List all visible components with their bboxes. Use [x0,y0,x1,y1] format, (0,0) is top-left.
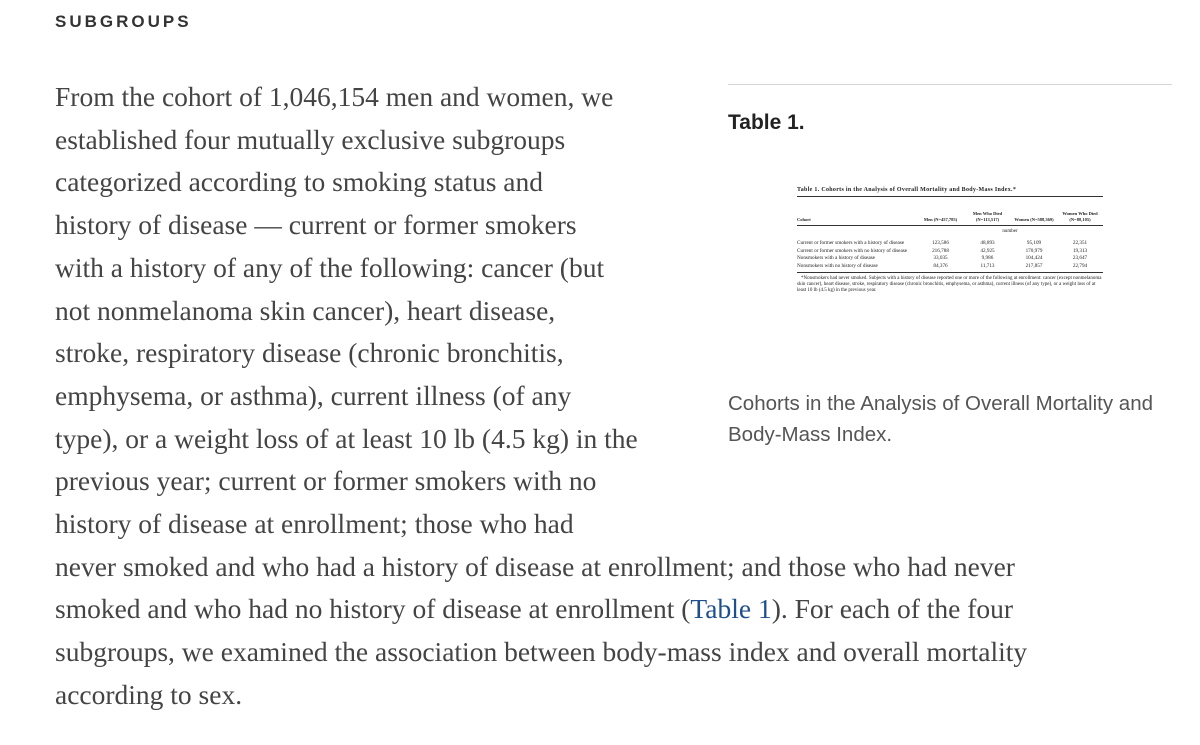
table-cell: 19,313 [1072,247,1088,254]
table-caption: Cohorts in the Analysis of Overall Mortality and Body-Mass Index. [728,392,1153,446]
table-cell: 84,376 [933,262,948,269]
table-label: Table 1. [728,111,805,134]
thumbnail-title: Table 1. Cohorts in the Analysis of Overall Mortality and Body-Mass Index.* [797,187,1103,197]
sidebar-divider [728,84,1172,85]
table-cell: Nonsmokers with no history of disease [797,262,878,269]
table-cell: 104,424 [1025,255,1043,261]
thumbnail-header-row [797,211,1103,222]
table-cell: 42,925 [980,247,995,254]
table-cell: 216,788 [932,247,949,254]
table-cell: 170,979 [1025,247,1043,254]
body-line: categorized according to smoking status and [55,166,543,198]
table-row [797,248,1103,255]
thumbnail-footnote: *Nonsmokers had never smoked. Subjects with a history of disease reported one or more of the following at enrollment: cancer (except nonmelanoma skin cancer), heart disease, stroke, respiratory disease (chronic bronchitis, emphysema, or asthma), current illness (of any type), or a weight loss of at least 10 lb (4.5 kg) in the previous year. [797,276,1102,294]
body-line: according to sex. [55,678,243,710]
table-cell: Nonsmokers with a history of disease [797,255,875,261]
body-line: From the cohort of 1,046,154 men and women, we [55,81,614,112]
body-line: previous year; current or former smokers with no [55,465,597,497]
table-cell: 23,647 [1072,255,1088,261]
thumbnail-col-header: Women (N=588,369) [1014,216,1054,222]
table-cell: 22,794 [1072,262,1088,269]
table-cell: 22,351 [1072,240,1088,246]
table-cell: 33,035 [933,255,948,261]
thumbnail-unit: number [1002,229,1018,234]
table-thumbnail[interactable] [797,183,1103,361]
thumbnail-rule [797,272,1103,273]
table-row [797,263,1103,270]
table-cell: 48,893 [980,240,995,246]
table-row [797,240,1103,247]
table-cell: Current or former smokers with a history of disease [797,240,905,246]
body-line: emphysema, or asthma), current illness (of any [55,379,572,411]
body-line: history of disease — current or former smokers [55,209,577,241]
table-cell: 9,986 [981,255,994,261]
table-cell: Current or former smokers with no history of disease [797,247,908,254]
body-line: subgroups, we examined the association between body-mass index and overall mortality [55,636,1028,668]
thumbnail-col-header: Men Who Died (N=113,517) [972,211,1003,222]
table-cell: 123,586 [932,240,949,246]
body-line: not nonmelanoma skin cancer), heart disease, [55,294,556,326]
body-text-segment: smoked and who had no history of disease at enrollment ( [55,593,691,625]
body-line: stroke, respiratory disease (chronic bronchitis, [55,337,564,369]
body-line-with-link [55,588,1135,631]
body-line: never smoked and who had a history of disease at enrollment; and those who had never [55,550,1015,582]
thumbnail-col-header: Women Who Died (N=88,105) [1062,211,1098,222]
table-cell: 95,109 [1026,240,1042,246]
table-1-link[interactable]: Table 1 [690,593,772,625]
body-text-segment: ). For each of the four [771,593,1014,625]
table-cell: 11,713 [980,262,995,269]
body-line: type), or a weight loss of at least 10 lb (4.5 kg) in the [55,422,638,454]
section-heading: SUBGROUPS [55,12,192,31]
thumbnail-col-header: Men (N=457,785) [923,216,958,222]
body-line: established four mutually exclusive subgroups [55,123,566,155]
thumbnail-col-header: Cohort [797,216,811,222]
body-line: with a history of any of the following: cancer (but [55,251,605,283]
table-cell: 217,857 [1025,262,1043,269]
body-line: history of disease at enrollment; those who had [55,508,574,540]
table-row [797,255,1103,262]
thumbnail-rule [797,225,1103,226]
